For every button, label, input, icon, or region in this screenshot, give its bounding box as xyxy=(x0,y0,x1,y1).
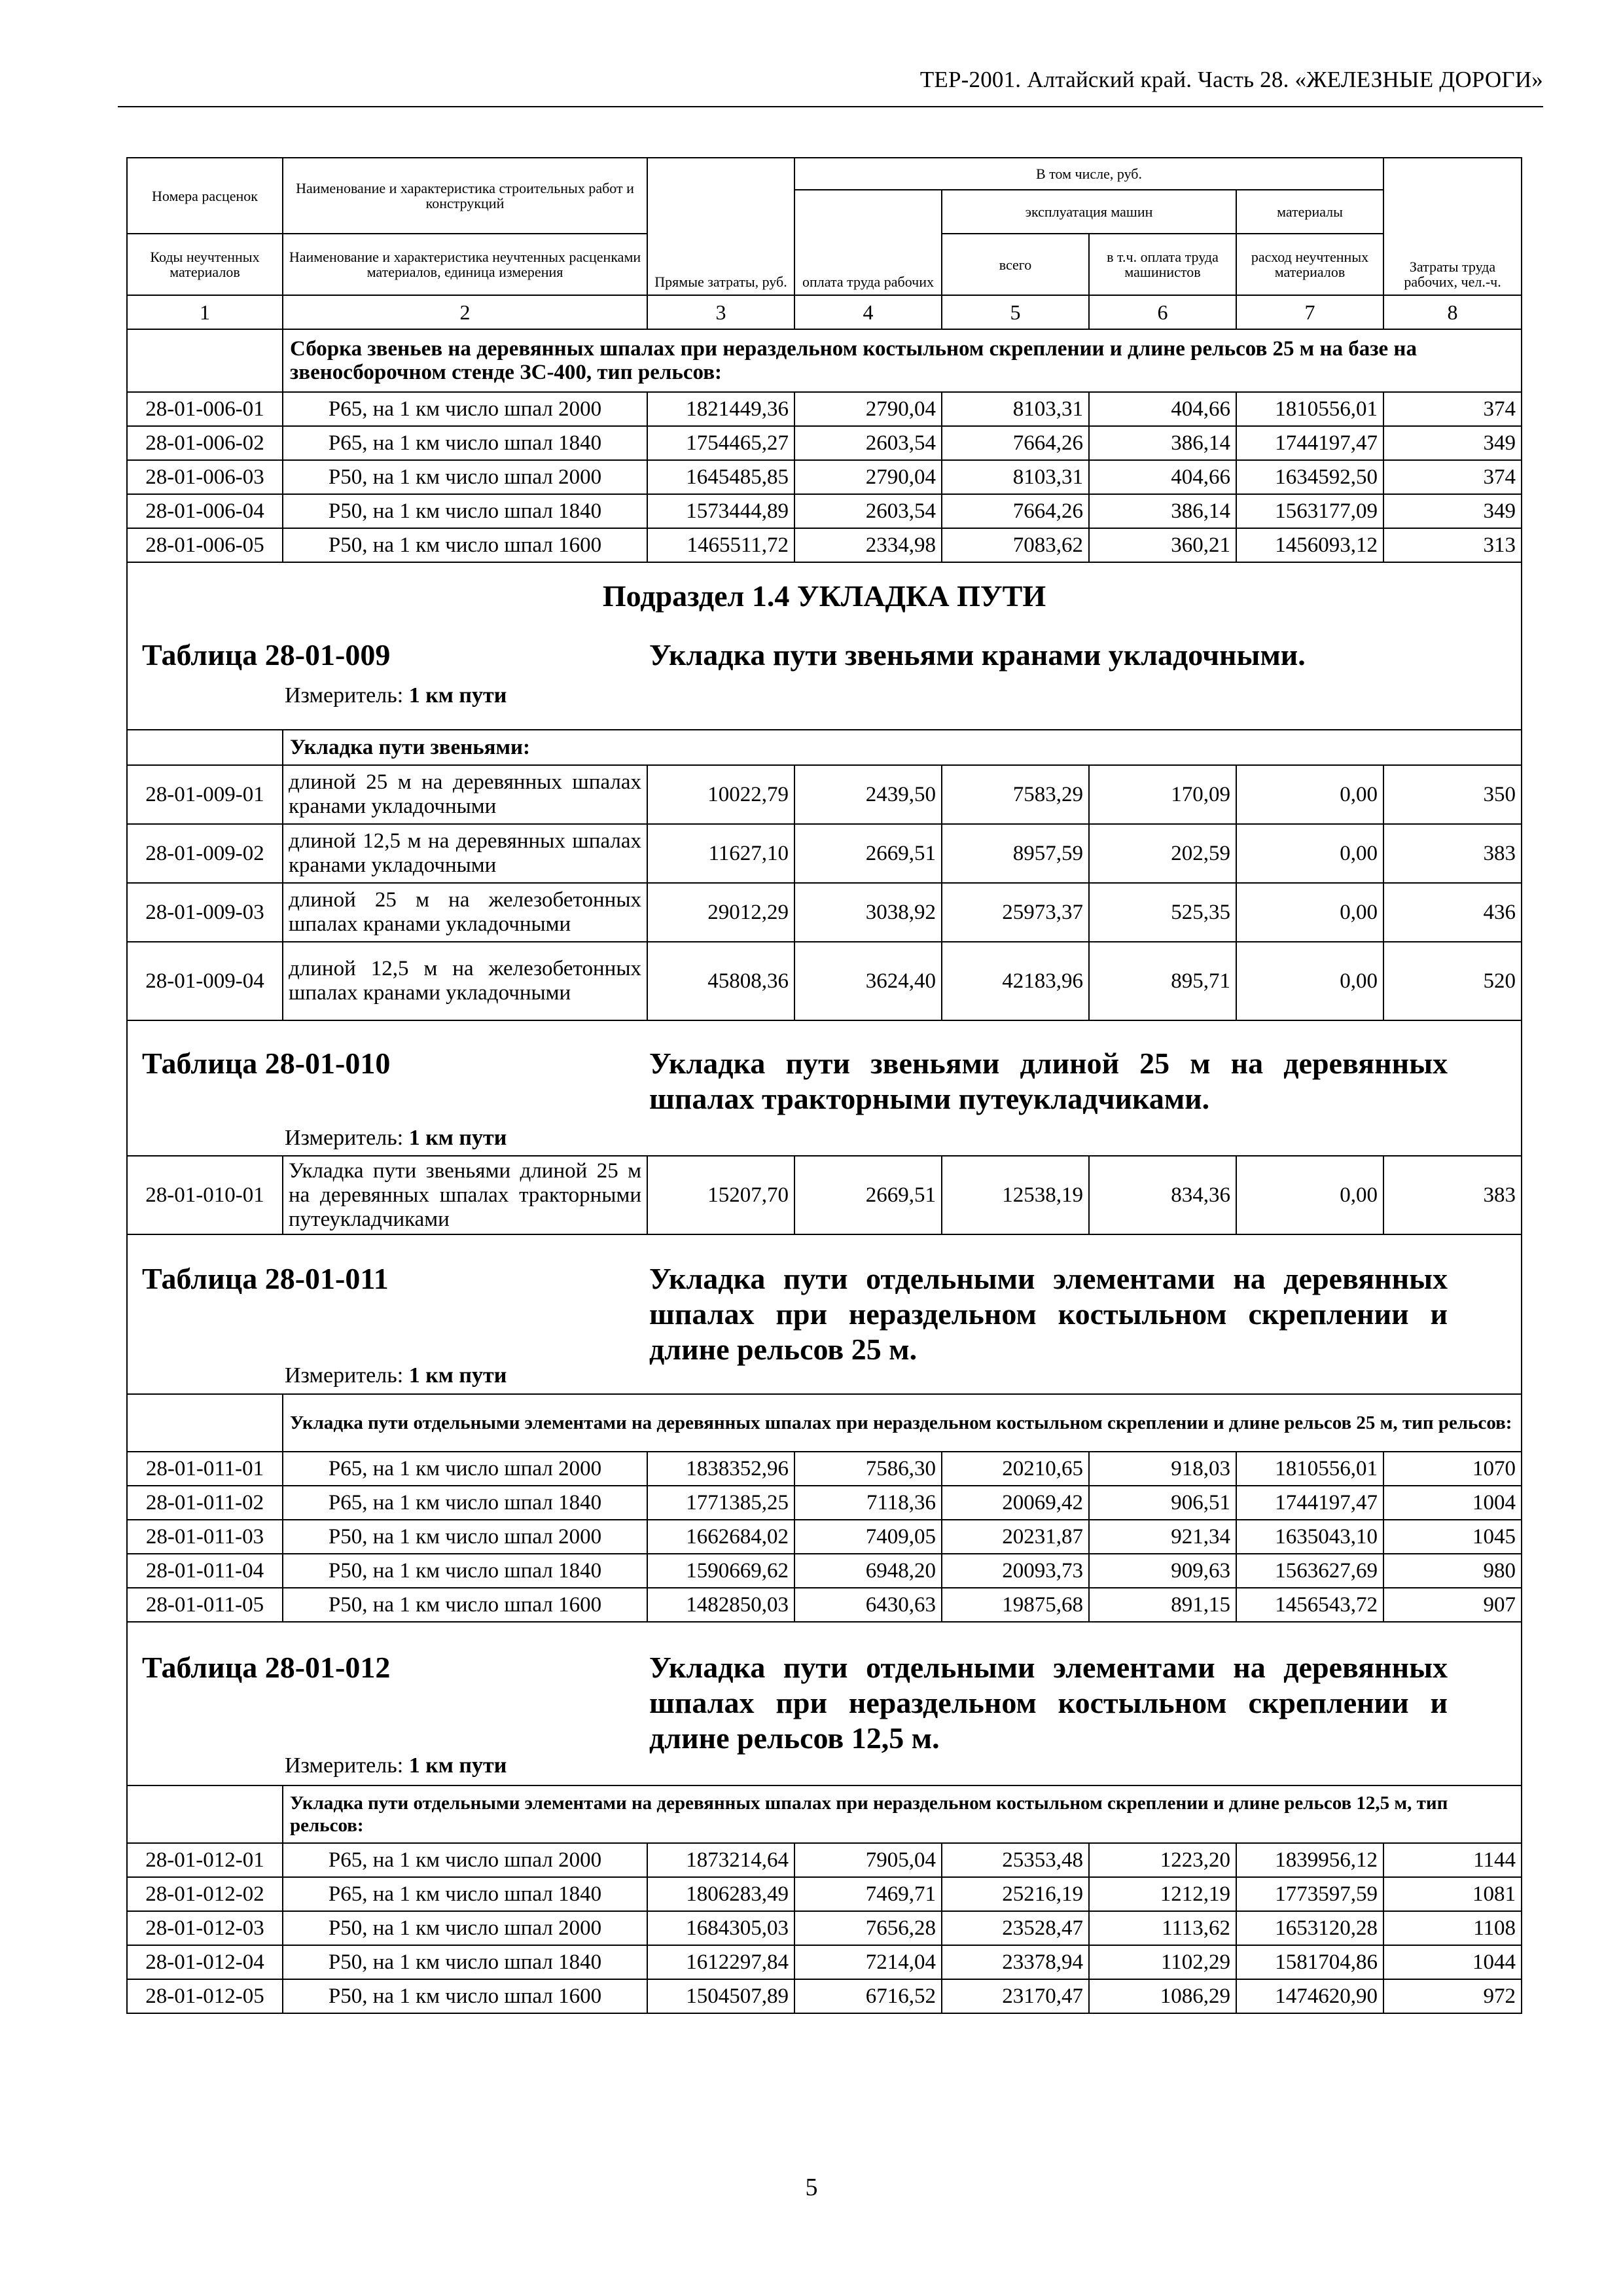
rate-value: 1773597,59 xyxy=(1236,1877,1383,1911)
rate-name: Р50, на 1 км число шпал 1840 xyxy=(283,494,647,528)
rate-value: 12538,19 xyxy=(942,1156,1089,1234)
table-row xyxy=(127,1843,1522,1877)
rate-value: 909,63 xyxy=(1089,1554,1236,1588)
rate-value: 383 xyxy=(1383,824,1522,883)
rate-value: 404,66 xyxy=(1089,460,1236,494)
rate-value: 3038,92 xyxy=(794,883,942,942)
rate-value: 1044 xyxy=(1383,1945,1522,1979)
rate-value: 23528,47 xyxy=(942,1911,1089,1945)
rate-code: 28-01-011-03 xyxy=(127,1520,283,1554)
table-row xyxy=(127,1877,1522,1911)
rate-value: 895,71 xyxy=(1089,942,1236,1020)
rate-code: 28-01-011-04 xyxy=(127,1554,283,1588)
rate-value: 1662684,02 xyxy=(647,1520,794,1554)
rate-value: 349 xyxy=(1383,494,1522,528)
rate-value: 1810556,01 xyxy=(1236,1452,1383,1486)
rate-name: Р50, на 1 км число шпал 2000 xyxy=(283,460,647,494)
rate-name: Р65, на 1 км число шпал 1840 xyxy=(283,1877,647,1911)
rate-value: 3624,40 xyxy=(794,942,942,1020)
group-title: Укладка пути звеньями: xyxy=(283,730,1522,765)
table-id: Таблица 28-01-010 xyxy=(142,1047,391,1080)
col-code-bottom: Коды неучтенных материалов xyxy=(127,234,283,295)
measure xyxy=(285,1126,507,1151)
rate-value: 2669,51 xyxy=(794,824,942,883)
col-name-bottom: Наименование и характеристика неучтенных расценками материалов, единица измерения xyxy=(283,234,647,295)
rate-name: Р50, на 1 км число шпал 1600 xyxy=(283,1588,647,1622)
rate-name: Р50, на 1 км число шпал 1600 xyxy=(283,1979,647,2013)
rate-value: 7664,26 xyxy=(942,494,1089,528)
rate-value: 7214,04 xyxy=(794,1945,942,1979)
rate-code: 28-01-009-04 xyxy=(127,942,283,1020)
col-number: 1 xyxy=(127,295,283,329)
subsection-title: Подраздел 1.4 УКЛАДКА ПУТИ xyxy=(602,579,1046,613)
rate-code: 28-01-006-05 xyxy=(127,528,283,562)
rate-value: 1108 xyxy=(1383,1911,1522,1945)
rate-value: 1744197,47 xyxy=(1236,426,1383,460)
col-number: 5 xyxy=(942,295,1089,329)
rate-value: 1612297,84 xyxy=(647,1945,794,1979)
rate-code: 28-01-011-01 xyxy=(127,1452,283,1486)
page-number: 5 xyxy=(805,2174,818,2201)
rate-value: 1838352,96 xyxy=(647,1452,794,1486)
rate-value: 350 xyxy=(1383,765,1522,824)
rate-value: 1102,29 xyxy=(1089,1945,1236,1979)
rate-value: 907 xyxy=(1383,1588,1522,1622)
rate-value: 436 xyxy=(1383,883,1522,942)
rate-code: 28-01-009-01 xyxy=(127,765,283,824)
rate-name: Р65, на 1 км число шпал 2000 xyxy=(283,1452,647,1486)
rate-value: 891,15 xyxy=(1089,1588,1236,1622)
rate-value: 2603,54 xyxy=(794,494,942,528)
rate-value: 2334,98 xyxy=(794,528,942,562)
rate-value: 1456093,12 xyxy=(1236,528,1383,562)
measure-value: 1 км пути xyxy=(408,1363,507,1388)
table-row xyxy=(127,1911,1522,1945)
rate-value: 11627,10 xyxy=(647,824,794,883)
col-number: 8 xyxy=(1383,295,1522,329)
table-title: Укладка пути звеньями кранами укладочными. xyxy=(649,638,1306,672)
rate-value: 7409,05 xyxy=(794,1520,942,1554)
rate-value: 374 xyxy=(1383,392,1522,426)
col-wages: оплата труда рабочих xyxy=(794,190,942,295)
rate-value: 25216,19 xyxy=(942,1877,1089,1911)
rate-value: 349 xyxy=(1383,426,1522,460)
rate-name: длиной 25 м на железобетонных шпалах кранами укладочными xyxy=(283,883,647,942)
table-row xyxy=(127,1588,1522,1622)
rate-value: 386,14 xyxy=(1089,426,1236,460)
running-header: ТЕР-2001. Алтайский край. Часть 28. «ЖЕЛЕЗНЫЕ ДОРОГИ» xyxy=(118,60,1543,107)
rate-value: 15207,70 xyxy=(647,1156,794,1234)
rate-name: Р50, на 1 км число шпал 2000 xyxy=(283,1520,647,1554)
rate-value: 23170,47 xyxy=(942,1979,1089,2013)
rate-value: 1590669,62 xyxy=(647,1554,794,1588)
rate-value: 170,09 xyxy=(1089,765,1236,824)
rate-value: 1771385,25 xyxy=(647,1486,794,1520)
table-row xyxy=(127,1486,1522,1520)
rate-value: 1504507,89 xyxy=(647,1979,794,2013)
rate-code: 28-01-006-02 xyxy=(127,426,283,460)
rate-value: 2669,51 xyxy=(794,1156,942,1234)
rate-code: 28-01-009-03 xyxy=(127,883,283,942)
rate-name: Р50, на 1 км число шпал 1840 xyxy=(283,1554,647,1588)
rate-value: 1645485,85 xyxy=(647,460,794,494)
rate-value: 1004 xyxy=(1383,1486,1522,1520)
rate-value: 8957,59 xyxy=(942,824,1089,883)
rate-value: 7583,29 xyxy=(942,765,1089,824)
rate-value: 6430,63 xyxy=(794,1588,942,1622)
table-id: Таблица 28-01-009 xyxy=(142,638,391,672)
rate-value: 2603,54 xyxy=(794,426,942,460)
col-number: 6 xyxy=(1089,295,1236,329)
rate-value: 6948,20 xyxy=(794,1554,942,1588)
rate-value: 23378,94 xyxy=(942,1945,1089,1979)
rate-value: 202,59 xyxy=(1089,824,1236,883)
rate-value: 6716,52 xyxy=(794,1979,942,2013)
rate-value: 1070 xyxy=(1383,1452,1522,1486)
rate-value: 1573444,89 xyxy=(647,494,794,528)
rate-value: 0,00 xyxy=(1236,1156,1383,1234)
table-row xyxy=(127,426,1522,460)
table-title: Укладка пути отдельными элементами на деревянных шпалах при нераздельном костыльном скреплении и длине рельсов 25 м. xyxy=(649,1262,1448,1366)
rate-value: 1635043,10 xyxy=(1236,1520,1383,1554)
measure-value: 1 км пути xyxy=(408,1753,507,1778)
subsection-block xyxy=(127,562,1522,730)
col-number: 4 xyxy=(794,295,942,329)
rate-value: 520 xyxy=(1383,942,1522,1020)
col-number: 2 xyxy=(283,295,647,329)
table-heading-block xyxy=(127,1622,1522,1785)
col-name-top: Наименование и характеристика строительных работ и конструкций xyxy=(283,158,647,234)
rate-value: 1212,19 xyxy=(1089,1877,1236,1911)
rate-value: 29012,29 xyxy=(647,883,794,942)
col-labor: Затраты труда рабочих, чел.-ч. xyxy=(1383,158,1522,295)
rate-code: 28-01-012-03 xyxy=(127,1911,283,1945)
col-code-top: Номера расценок xyxy=(127,158,283,234)
rate-value: 1806283,49 xyxy=(647,1877,794,1911)
rate-value: 2790,04 xyxy=(794,392,942,426)
measure xyxy=(285,1753,507,1778)
col-direct-costs: Прямые затраты, руб. xyxy=(647,158,794,295)
rate-value: 7083,62 xyxy=(942,528,1089,562)
rate-value: 1113,62 xyxy=(1089,1911,1236,1945)
table-row xyxy=(127,1979,1522,2013)
rate-code: 28-01-012-05 xyxy=(127,1979,283,2013)
rate-value: 0,00 xyxy=(1236,824,1383,883)
measure-label: Измеритель: xyxy=(285,1363,404,1388)
col-materials: материалы xyxy=(1236,190,1383,234)
rate-name: Р65, на 1 км число шпал 2000 xyxy=(283,392,647,426)
rate-code: 28-01-006-03 xyxy=(127,460,283,494)
rate-value: 1684305,03 xyxy=(647,1911,794,1945)
col-machines-total: всего xyxy=(942,234,1089,295)
rate-value: 1744197,47 xyxy=(1236,1486,1383,1520)
rate-value: 980 xyxy=(1383,1554,1522,1588)
col-including-header: В том числе, руб. xyxy=(794,158,1383,190)
rate-value: 0,00 xyxy=(1236,883,1383,942)
rate-value: 20093,73 xyxy=(942,1554,1089,1588)
rate-value: 1456543,72 xyxy=(1236,1588,1383,1622)
rate-value: 404,66 xyxy=(1089,392,1236,426)
rate-value: 0,00 xyxy=(1236,942,1383,1020)
rate-value: 374 xyxy=(1383,460,1522,494)
rate-value: 1081 xyxy=(1383,1877,1522,1911)
table-id: Таблица 28-01-011 xyxy=(142,1262,389,1295)
rate-value: 45808,36 xyxy=(647,942,794,1020)
rate-value: 1144 xyxy=(1383,1843,1522,1877)
rate-value: 10022,79 xyxy=(647,765,794,824)
table-heading-block xyxy=(127,1020,1522,1156)
rate-name: Р65, на 1 км число шпал 2000 xyxy=(283,1843,647,1877)
rate-value: 906,51 xyxy=(1089,1486,1236,1520)
rate-value: 313 xyxy=(1383,528,1522,562)
rate-name: Р65, на 1 км число шпал 1840 xyxy=(283,426,647,460)
rate-value: 20069,42 xyxy=(942,1486,1089,1520)
rate-code: 28-01-006-01 xyxy=(127,392,283,426)
rate-value: 7664,26 xyxy=(942,426,1089,460)
rate-value: 386,14 xyxy=(1089,494,1236,528)
rate-value: 7586,30 xyxy=(794,1452,942,1486)
table-row xyxy=(127,1554,1522,1588)
rate-value: 7905,04 xyxy=(794,1843,942,1877)
rate-name: Р50, на 1 км число шпал 1600 xyxy=(283,528,647,562)
rate-value: 1045 xyxy=(1383,1520,1522,1554)
measure-value: 1 км пути xyxy=(408,683,507,708)
rate-value: 20231,87 xyxy=(942,1520,1089,1554)
table-title: Укладка пути звеньями длиной 25 м на деревянных шпалах тракторными путеукладчиками. xyxy=(649,1047,1448,1115)
rate-value: 1810556,01 xyxy=(1236,392,1383,426)
measure-label: Измеритель: xyxy=(285,1753,404,1778)
rate-value: 834,36 xyxy=(1089,1156,1236,1234)
measure xyxy=(285,1363,507,1388)
rate-value: 7118,36 xyxy=(794,1486,942,1520)
col-number: 7 xyxy=(1236,295,1383,329)
rate-value: 7469,71 xyxy=(794,1877,942,1911)
measure-value: 1 км пути xyxy=(408,1126,507,1150)
table-row xyxy=(127,942,1522,1020)
rate-value: 918,03 xyxy=(1089,1452,1236,1486)
col-machines: эксплуатация машин xyxy=(942,190,1236,234)
rate-value: 525,35 xyxy=(1089,883,1236,942)
rate-value: 1581704,86 xyxy=(1236,1945,1383,1979)
rate-value: 1223,20 xyxy=(1089,1843,1236,1877)
rate-value: 19875,68 xyxy=(942,1588,1089,1622)
rate-value: 20210,65 xyxy=(942,1452,1089,1486)
table-row xyxy=(127,883,1522,942)
rate-value: 383 xyxy=(1383,1156,1522,1234)
rate-code: 28-01-012-01 xyxy=(127,1843,283,1877)
col-materials-unaccounted: расход неучтенных материалов xyxy=(1236,234,1383,295)
group-title: Укладка пути отдельными элементами на деревянных шпалах при нераздельном костыльном скреплении и длине рельсов 12,5 м, тип рельсов: xyxy=(283,1785,1522,1843)
rate-value: 972 xyxy=(1383,1979,1522,2013)
rate-value: 1563627,69 xyxy=(1236,1554,1383,1588)
rate-code: 28-01-011-02 xyxy=(127,1486,283,1520)
rate-value: 2439,50 xyxy=(794,765,942,824)
rate-value: 1086,29 xyxy=(1089,1979,1236,2013)
rate-name: Р65, на 1 км число шпал 1840 xyxy=(283,1486,647,1520)
rate-name: Р50, на 1 км число шпал 1840 xyxy=(283,1945,647,1979)
rate-value: 2790,04 xyxy=(794,460,942,494)
rate-value: 1563177,09 xyxy=(1236,494,1383,528)
rate-value: 1754465,27 xyxy=(647,426,794,460)
rate-value: 1653120,28 xyxy=(1236,1911,1383,1945)
col-machinists: в т.ч. оплата труда машинистов xyxy=(1089,234,1236,295)
table-row xyxy=(127,460,1522,494)
estimate-table xyxy=(126,157,1522,2014)
table-row xyxy=(127,1156,1522,1234)
rate-code: 28-01-012-02 xyxy=(127,1877,283,1911)
rate-value: 25973,37 xyxy=(942,883,1089,942)
table-heading-block xyxy=(127,1234,1522,1394)
rate-code: 28-01-012-04 xyxy=(127,1945,283,1979)
rate-name: Укладка пути звеньями длиной 25 м на деревянных шпалах тракторными путеукладчиками xyxy=(283,1156,647,1234)
table-row xyxy=(127,765,1522,824)
table-title: Укладка пути отдельными элементами на деревянных шпалах при нераздельном костыльном скреплении и длине рельсов 12,5 м. xyxy=(649,1651,1448,1755)
rate-value: 921,34 xyxy=(1089,1520,1236,1554)
measure xyxy=(285,683,507,708)
table-row xyxy=(127,1520,1522,1554)
table-row xyxy=(127,824,1522,883)
rate-value: 42183,96 xyxy=(942,942,1089,1020)
table-row xyxy=(127,1945,1522,1979)
rate-value: 25353,48 xyxy=(942,1843,1089,1877)
table-row xyxy=(127,1452,1522,1486)
rate-value: 1821449,36 xyxy=(647,392,794,426)
col-number: 3 xyxy=(647,295,794,329)
rate-value: 1634592,50 xyxy=(1236,460,1383,494)
table-row xyxy=(127,528,1522,562)
rate-value: 1873214,64 xyxy=(647,1843,794,1877)
rate-value: 1839956,12 xyxy=(1236,1843,1383,1877)
rate-value: 7656,28 xyxy=(794,1911,942,1945)
rate-name: длиной 12,5 м на деревянных шпалах кранами укладочными xyxy=(283,824,647,883)
rate-value: 1474620,90 xyxy=(1236,1979,1383,2013)
rate-code: 28-01-011-05 xyxy=(127,1588,283,1622)
table-row xyxy=(127,392,1522,426)
rate-value: 8103,31 xyxy=(942,392,1089,426)
rate-name: длиной 25 м на деревянных шпалах кранами укладочными xyxy=(283,765,647,824)
rate-code: 28-01-009-02 xyxy=(127,824,283,883)
table-row xyxy=(127,494,1522,528)
rate-code: 28-01-010-01 xyxy=(127,1156,283,1234)
rate-name: длиной 12,5 м на железобетонных шпалах кранами укладочными xyxy=(283,942,647,1020)
rate-value: 1482850,03 xyxy=(647,1588,794,1622)
measure-label: Измеритель: xyxy=(285,1126,404,1150)
rate-value: 1465511,72 xyxy=(647,528,794,562)
rate-value: 360,21 xyxy=(1089,528,1236,562)
rate-code: 28-01-006-04 xyxy=(127,494,283,528)
rate-name: Р50, на 1 км число шпал 2000 xyxy=(283,1911,647,1945)
group-title: Укладка пути отдельными элементами на деревянных шпалах при нераздельном костыльном скреплении и длине рельсов 25 м, тип рельсов: xyxy=(283,1394,1522,1452)
measure-label: Измеритель: xyxy=(285,683,404,708)
rate-value: 8103,31 xyxy=(942,460,1089,494)
table-id: Таблица 28-01-012 xyxy=(142,1651,391,1684)
group-title: Сборка звеньев на деревянных шпалах при нераздельном костыльном скреплении и длине рельсов 25 м на базе на звеносборочном стенде ЗС-400, тип рельсов: xyxy=(283,329,1522,392)
rate-value: 0,00 xyxy=(1236,765,1383,824)
